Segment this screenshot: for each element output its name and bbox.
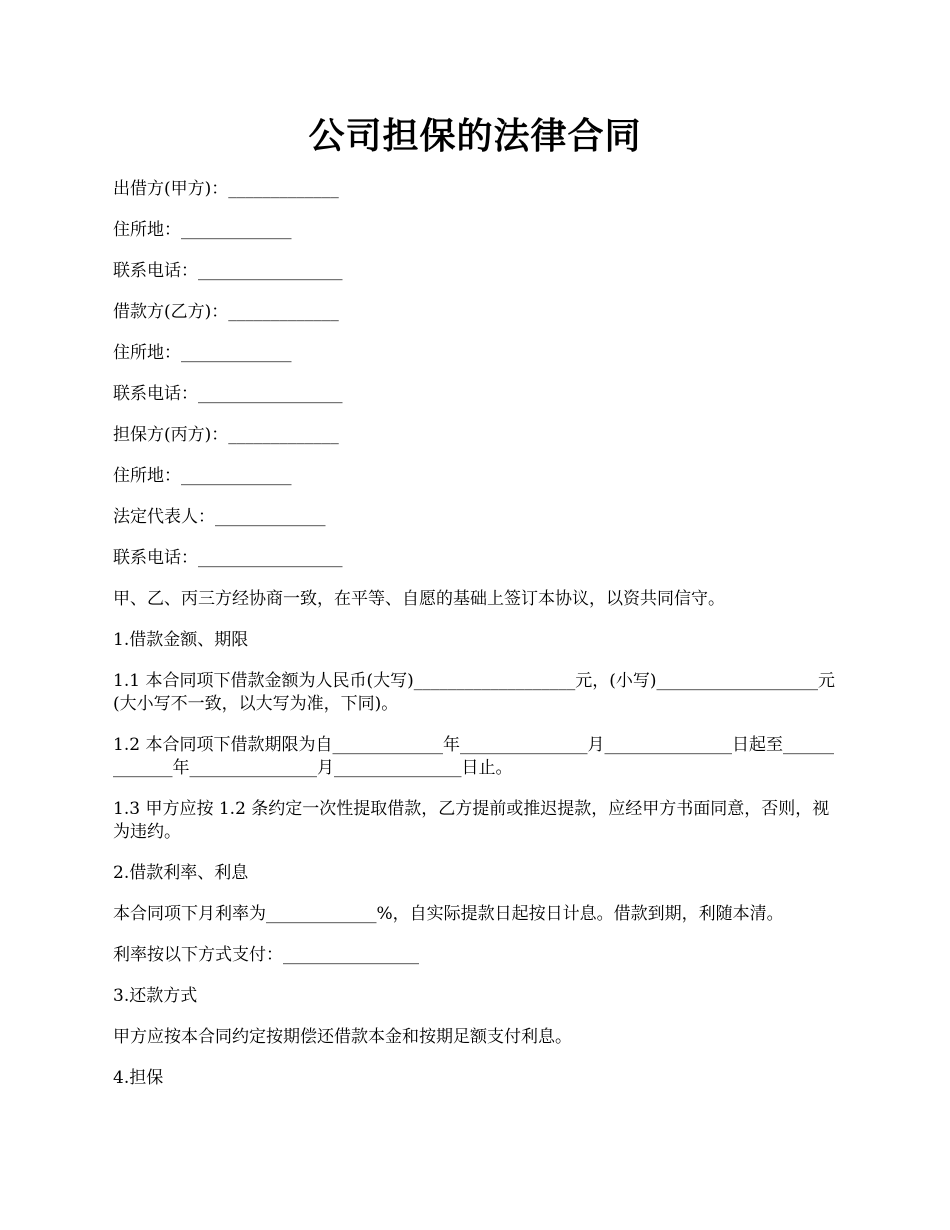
section-heading-guarantee: 4.担保	[113, 1068, 164, 1088]
guarantor-representative-field: 法定代表人：_____________	[113, 507, 326, 527]
interest-rate-clause: 本合同项下月利率为_____________%，自实际提款日起按日计息。借款到期，利随本清。	[113, 904, 784, 924]
interest-payment-method: 利率按以下方式支付：________________	[113, 945, 419, 965]
guarantor-phone-field: 联系电话：_________________	[113, 548, 343, 568]
guarantor-address-field: 住所地：_____________	[113, 466, 292, 486]
repayment-clause: 甲方应按本合同约定按期偿还借款本金和按期足额支付利息。	[113, 1027, 572, 1047]
clause-1-3: 1.3 甲方应按 1.2 条约定一次性提取借款，乙方提前或推迟提款，应经甲方书面同意，否则，视为违约。	[113, 799, 830, 842]
document-title: 公司担保的法律合同	[308, 115, 642, 157]
agreement-preamble: 甲、乙、丙三方经协商一致，在平等、自愿的基础上签订本协议，以资共同信守。	[113, 589, 725, 609]
section-heading-repayment: 3.还款方式	[113, 986, 198, 1006]
lender-phone-field: 联系电话：_________________	[113, 261, 343, 281]
clause-1-1: 1.1 本合同项下借款金额为人民币(大写)___________________元，(小写)___________________元(大小写不一致，以大写为准，下同)。	[113, 671, 835, 714]
guarantor-name-field: 担保方(丙方)：_____________	[113, 425, 339, 445]
lender-name-field: 出借方(甲方)：_____________	[113, 179, 339, 199]
lender-address-field: 住所地：_____________	[113, 220, 292, 240]
section-heading-interest: 2.借款利率、利息	[113, 863, 249, 883]
borrower-address-field: 住所地：_____________	[113, 343, 292, 363]
document-body	[113, 178, 839, 1108]
borrower-name-field: 借款方(乙方)：_____________	[113, 302, 339, 322]
section-heading-loan-amount: 1.借款金额、期限	[113, 630, 249, 650]
borrower-phone-field: 联系电话：_________________	[113, 384, 343, 404]
clause-1-2: 1.2 本合同项下借款期限为自_____________年_______________月_______________日起至_____________年_______________月_______________日止。	[113, 735, 834, 778]
